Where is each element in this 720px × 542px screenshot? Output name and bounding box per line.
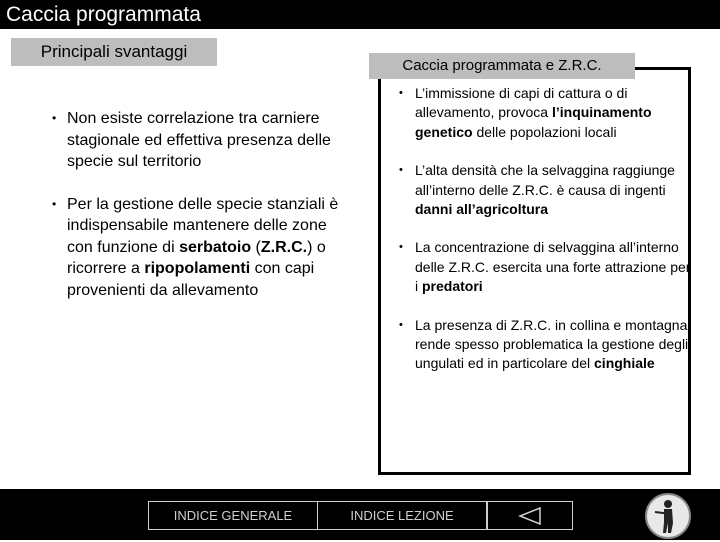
list-item — [52, 194, 342, 302]
page-title: Caccia programmata — [0, 0, 720, 29]
text-span: La concentrazione di selvaggina all’interno delle Z.R.C. esercita una forte attrazione per i — [415, 239, 691, 295]
text-span: ( — [251, 238, 261, 256]
list-item — [399, 161, 691, 219]
text-span: La presenza di Z.R.C. in collina e montagna rende spesso problematica la gestione degli ungulati ed in particolare del — [415, 316, 689, 372]
list-item — [52, 108, 342, 173]
list-item — [399, 238, 691, 296]
text-span: L’immissione di capi di cattura o di allevamento, provoca — [415, 85, 628, 121]
bold-text: serbatoio — [179, 238, 252, 256]
right-bullet-list — [399, 84, 691, 393]
bold-text: Z.R.C. — [260, 238, 308, 256]
bold-text: danni all’agricoltura — [415, 201, 549, 218]
list-item — [399, 84, 691, 142]
right-panel-tab: Caccia programmata e Z.R.C. — [369, 53, 635, 79]
list-item — [399, 316, 691, 374]
general-index-button[interactable]: INDICE GENERALE — [148, 501, 318, 530]
text-span: L’alta densità che la selvaggina raggiunge all’interno delle Z.R.C. è causa di ingenti — [415, 162, 675, 198]
left-panel-tab: Principali svantaggi — [11, 38, 217, 66]
bold-text: l’inquinamento genetico — [415, 104, 652, 140]
text-span: Per la gestione delle specie stanziali è indispensabile mantenere delle zone con funzione di — [67, 195, 339, 256]
text-span: ) o ricorrere a — [67, 238, 326, 277]
bold-text: predatori — [422, 278, 483, 295]
hunter-logo-icon[interactable] — [645, 493, 691, 539]
bold-text: cinghiale — [594, 355, 655, 372]
text-span: con capi provenienti da allevamento — [67, 260, 315, 299]
left-bullet-list — [52, 108, 342, 322]
hunter-silhouette-icon — [647, 495, 689, 537]
back-triangle-icon — [518, 507, 542, 525]
lesson-index-button[interactable]: INDICE LEZIONE — [317, 501, 487, 530]
text-span: delle popolazioni locali — [472, 123, 617, 140]
back-button[interactable] — [487, 501, 573, 530]
text-span: Non esiste correlazione tra carniere stagionale ed effettiva presenza delle specie sul territorio — [67, 110, 331, 170]
bold-text: ripopolamenti — [144, 260, 251, 277]
footer-bar — [0, 489, 720, 540]
